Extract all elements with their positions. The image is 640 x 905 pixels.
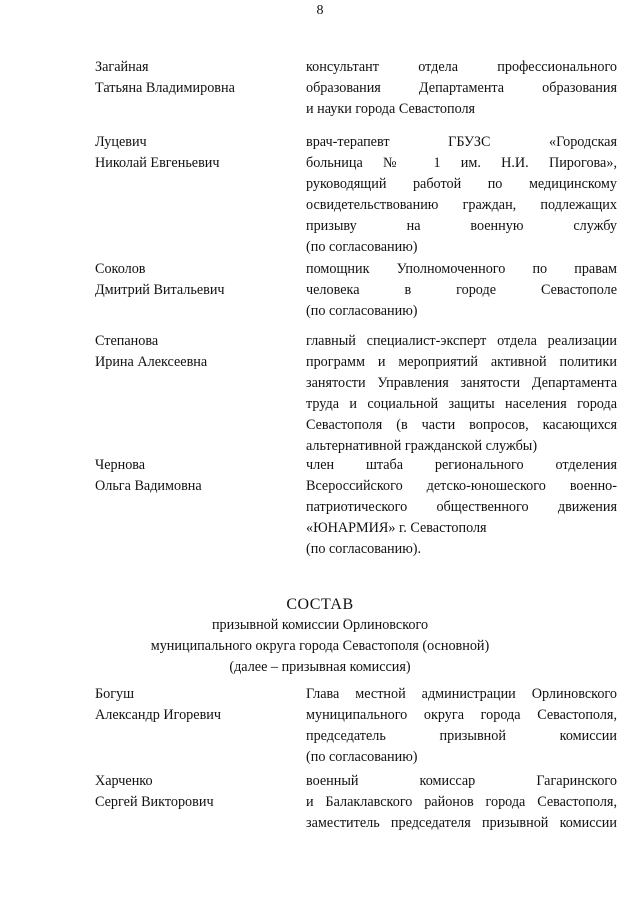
member-given-names: Ольга Вадимовна: [95, 478, 202, 494]
position-line: Глава местной администрации Орлиновского: [306, 686, 617, 702]
member-given-names: Сергей Викторович: [95, 794, 214, 810]
position-line: призыву на военную службу: [306, 218, 617, 234]
position-line: председатель призывной комиссии: [306, 728, 617, 744]
position-line: Всероссийского детско-юношеского военно-: [306, 478, 617, 494]
position-line: (по согласованию): [306, 303, 418, 319]
position-line: консультант отдела профессионального: [306, 59, 617, 75]
heading-title: СОСТАВ: [286, 596, 354, 613]
position-line: «ЮНАРМИЯ» г. Севастополя: [306, 520, 487, 536]
position-line: больница № 1 им. Н.И. Пирогова»,: [306, 155, 617, 171]
member-position: [306, 771, 617, 834]
member-position: [306, 684, 617, 768]
member-given-names: Ирина Алексеевна: [95, 354, 208, 370]
position-line: патриотического общественного движения: [306, 499, 617, 515]
member-name: [95, 331, 295, 373]
member-name: [95, 132, 295, 174]
member-given-names: Александр Игоревич: [95, 707, 222, 723]
position-line: муниципального округа города Севастополя,: [306, 707, 617, 723]
position-line: член штаба регионального отделения: [306, 457, 617, 473]
member-position: [306, 455, 617, 560]
member-surname: Чернова: [95, 457, 146, 473]
position-line: руководящий работой по медицинскому: [306, 176, 617, 192]
position-line: и науки города Севастополя: [306, 101, 476, 117]
position-line: альтернативной гражданской службы): [306, 438, 538, 454]
member-position: [306, 57, 617, 120]
position-line: военный комиссар Гагаринского: [306, 773, 617, 789]
position-line: и Балаклавского районов города Севастополя,: [306, 794, 617, 810]
member-given-names: Николай Евгеньевич: [95, 155, 220, 171]
member-name: [95, 771, 295, 813]
member-given-names: Татьяна Владимировна: [95, 80, 235, 96]
member-given-names: Дмитрий Витальевич: [95, 282, 225, 298]
page-number: 8: [316, 3, 324, 18]
member-surname: Харченко: [95, 773, 153, 789]
position-line: образования Департамента образования: [306, 80, 617, 96]
member-position: [306, 331, 617, 457]
member-name: [95, 57, 295, 99]
member-name: [95, 259, 295, 301]
member-surname: Соколов: [95, 261, 146, 277]
member-surname: Луцевич: [95, 134, 147, 150]
position-line: программ и мероприятий активной политики: [306, 354, 617, 370]
heading-line-3: (далее – призывная комиссия): [229, 659, 411, 675]
position-line: труда и социальной защиты населения города: [306, 396, 617, 412]
position-line: Севастополя (в части вопросов, касающихся: [306, 417, 617, 433]
section-heading: [0, 594, 640, 678]
member-name: [95, 684, 295, 726]
heading-line-1: призывной комиссии Орлиновского: [211, 617, 429, 633]
position-line: главный специалист-эксперт отдела реализации: [306, 333, 617, 349]
position-line: освидетельствованию граждан, подлежащих: [306, 197, 617, 213]
heading-line-2: муниципального округа города Севастополя (основной): [150, 638, 490, 654]
position-line: заместитель председателя призывной комиссии: [306, 815, 617, 831]
member-surname: Богуш: [95, 686, 135, 702]
position-line: человека в городе Севастополе: [306, 282, 617, 298]
member-surname: Степанова: [95, 333, 159, 349]
position-line: (по согласованию): [306, 239, 418, 255]
position-line: врач-терапевт ГБУЗС «Городская: [306, 134, 617, 150]
position-line: занятости Управления занятости Департамента: [306, 375, 617, 391]
member-position: [306, 132, 617, 258]
position-line: помощник Уполномоченного по правам: [306, 261, 617, 277]
member-surname: Загайная: [95, 59, 149, 75]
position-line: (по согласованию).: [306, 541, 422, 557]
position-line: (по согласованию): [306, 749, 418, 765]
member-name: [95, 455, 295, 497]
member-position: [306, 259, 617, 322]
